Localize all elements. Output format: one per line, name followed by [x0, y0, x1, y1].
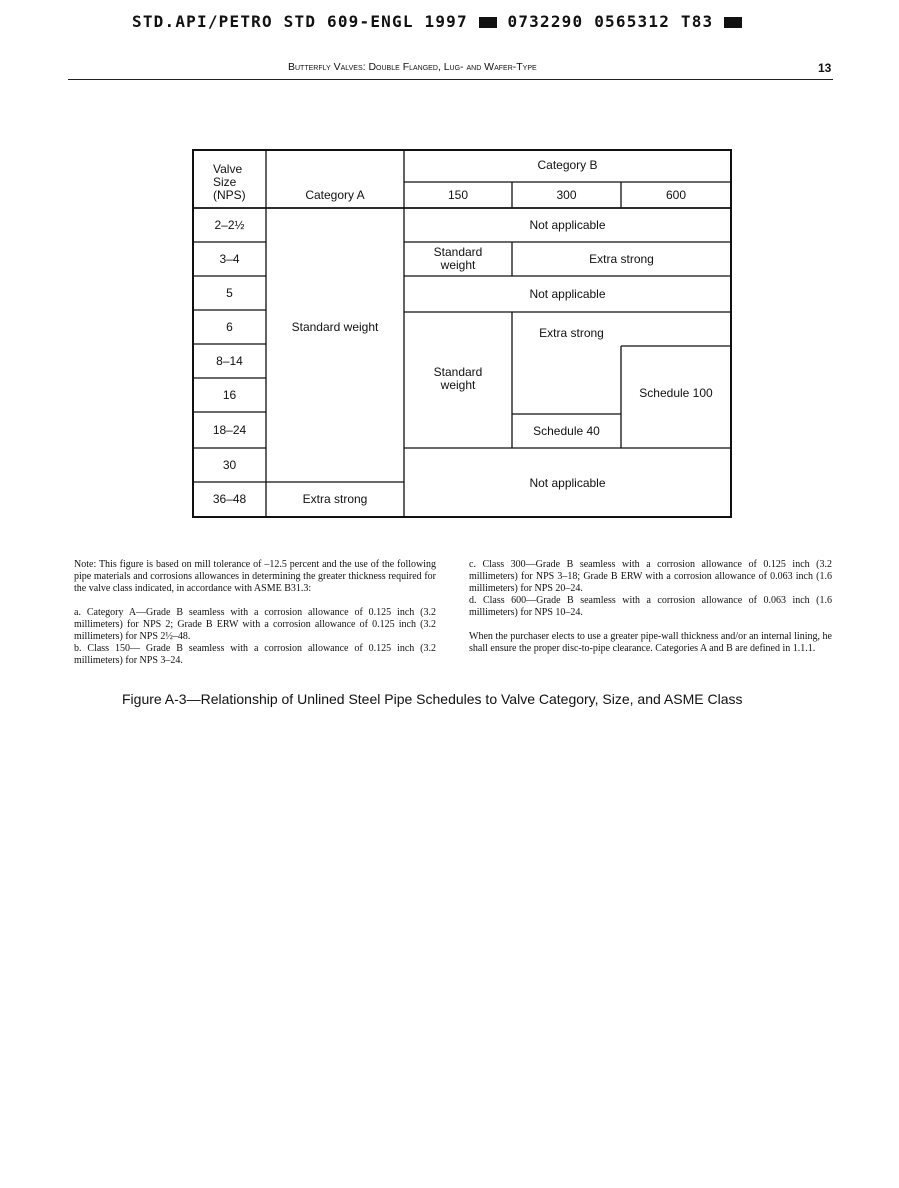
notes-left-column [74, 559, 436, 667]
schedule-40: Schedule 40 [533, 423, 600, 438]
doc-code: STD.API/PETRO STD 609-ENGL 1997 [132, 12, 468, 31]
not-applicable-5: Not applicable [529, 286, 606, 301]
header-class-150: 150 [447, 187, 469, 202]
page-number: 13 [818, 61, 832, 75]
note-lining: When the purchaser elects to use a greater pipe-wall thickness and/or an internal lining, he shall ensure the proper disc-to-pipe clearance. Categories A and B are defined in 1.1.1. [469, 631, 832, 654]
row-label: 36–48 [212, 492, 247, 506]
note-a: a. Category A—Grade B seamless with a corrosion allowance of 0.125 inch (3.2 millimeters) for NPS 2; Grade B ERW with a corrosion allowance of 0.125 inch (3.2 millimeters) for NPS 2½–48. [74, 607, 436, 642]
header-category-a: Category A [305, 187, 365, 202]
header-valve-size: Valve Size (NPS) [213, 161, 246, 202]
code-c: T83 [680, 12, 714, 31]
header-class-300: 300 [556, 187, 577, 202]
category-a-standard-weight: Standard weight [291, 319, 379, 334]
figure-caption: Figure A-3—Relationship of Unlined Steel Pipe Schedules to Valve Category, Size, and ASME Class [122, 691, 743, 707]
notes-right-column [469, 559, 832, 655]
row-label: 16 [222, 387, 237, 402]
row-label: 3–4 [219, 251, 240, 266]
note-intro: Note: This figure is based on mill tolerance of –12.5 percent and the use of the following pipe materials and corrosions allowances in determining the greater thickness required for the valve class indicated, in accordance with ASME B31.3: [74, 559, 436, 594]
code-a: 0732290 [507, 12, 584, 31]
extra-strong-3-4: Extra strong [589, 251, 654, 266]
note-b: b. Class 150— Grade B seamless with a corrosion allowance of 0.125 inch (3.2 millimeters) for NPS 3–24. [74, 643, 436, 666]
class150-standard-weight: Standard weight [433, 365, 483, 392]
row-label: 2–2½ [214, 217, 245, 232]
row-label: 18–24 [212, 422, 247, 437]
code-b: 0565312 [594, 12, 671, 31]
note-c: c. Class 300—Grade B seamless with a corrosion allowance of 0.125 inch (3.2 millimeters) for NPS 3–18; Grade B ERW with a corrosion allowance of 0.063 inch (1.6 millimeters) for NPS 20–24. [469, 559, 832, 594]
header-class-600: 600 [665, 187, 687, 202]
row-label: 8–14 [216, 353, 243, 368]
running-title: Butterfly Valves: Double Flanged, Lug- and Wafer-Type [288, 61, 537, 73]
row-label: 30 [222, 457, 237, 472]
header-category-b: Category B [537, 157, 598, 172]
not-applicable-bottom: Not applicable [529, 475, 606, 490]
category-a-extra-strong: Extra strong [302, 492, 368, 506]
extra-strong-class300-600: Extra strong [539, 325, 604, 340]
not-applicable-2: Not applicable [529, 217, 606, 232]
note-d: d. Class 600—Grade B seamless with a corrosion allowance of 0.063 inch (1.6 millimeters) for NPS 10–24. [469, 595, 832, 618]
schedule-100: Schedule 100 [639, 385, 713, 400]
class150-standard-weight-3-4: Standard weight [433, 245, 483, 272]
row-label: 5 [226, 285, 233, 300]
row-label: 6 [226, 319, 233, 334]
